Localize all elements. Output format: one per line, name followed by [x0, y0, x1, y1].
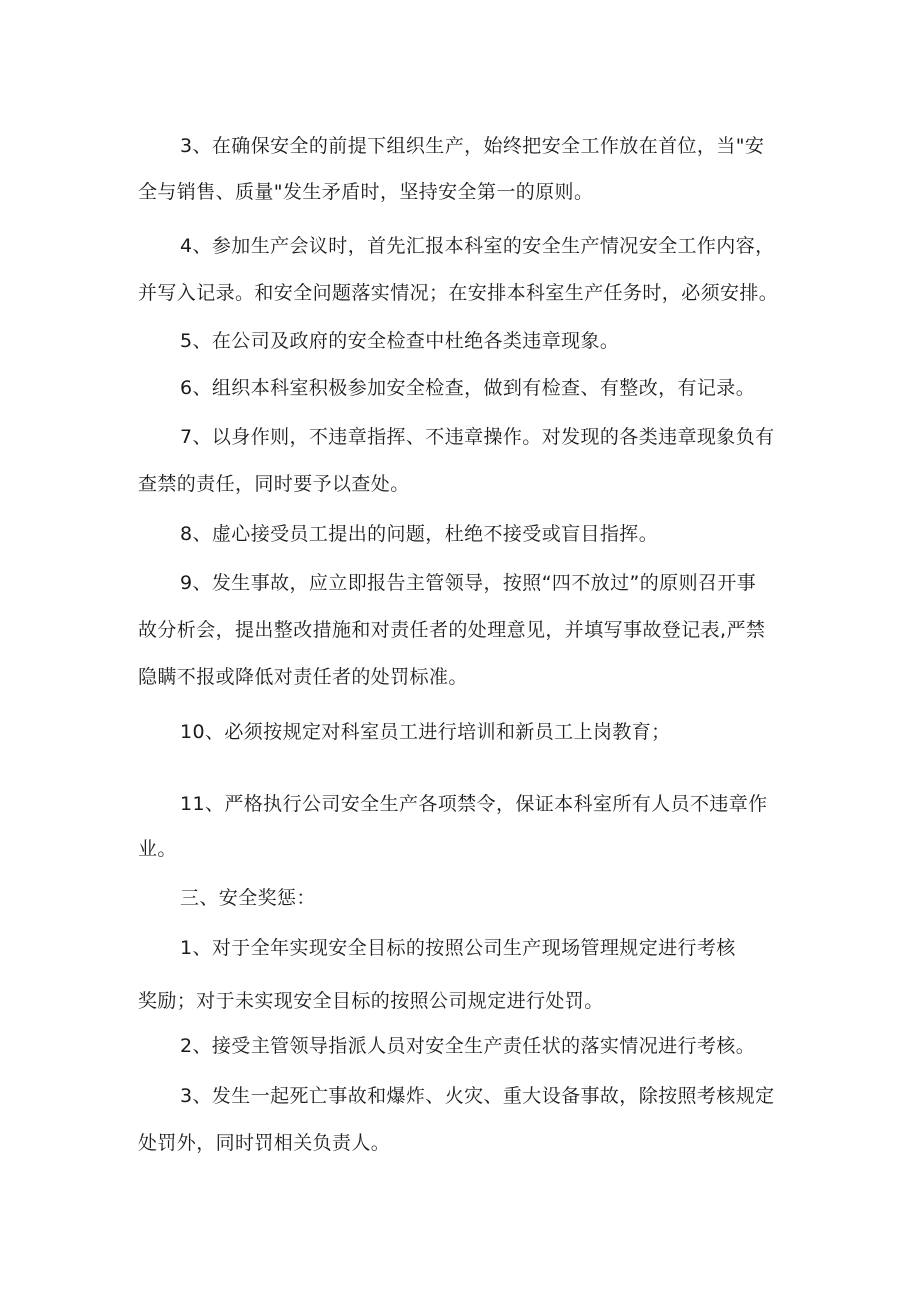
paragraph-line: 7、以身作则，不违章指挥、不违章操作。对发现的各类违章现象负有 [180, 426, 775, 448]
paragraph-line: 处罚外，同时罚相关负责人。 [138, 1132, 391, 1154]
paragraph-line: 4、参加生产会议时，首先汇报本科室的安全生产情况安全工作内容， [180, 235, 775, 257]
section-heading: 三、安全奖惩： [180, 887, 316, 909]
paragraph-line: 9、发生事故，应立即报告主管领导，按照“四不放过”的原则召开事 [180, 572, 757, 594]
paragraph-line: 奖励；对于未实现安全目标的按照公司规定进行处罚。 [138, 990, 604, 1012]
paragraph-line: 3、发生一起死亡事故和爆炸、火灾、重大设备事故，除按照考核规定 [180, 1085, 775, 1107]
paragraph-line: 全与销售、质量"发生矛盾时，坚持安全第一的原则。 [138, 181, 594, 203]
paragraph-line: 查禁的责任，同时要予以查处。 [138, 473, 410, 495]
paragraph-line: 5、在公司及政府的安全检查中杜绝各类违章现象。 [180, 330, 620, 352]
paragraph-line: 3、在确保安全的前提下组织生产，始终把安全工作放在首位，当"安 [180, 135, 765, 157]
paragraph-line: 8、虚心接受员工提出的问题，杜绝不接受或盲目指挥。 [180, 523, 659, 545]
paragraph-line: 10、必须按规定对科室员工进行培训和新员工上岗教育； [180, 721, 671, 743]
paragraph-line: 业。 [138, 838, 177, 860]
paragraph-line: 2、接受主管领导指派人员对安全生产责任状的落实情况进行考核。 [180, 1035, 756, 1057]
paragraph-line: 11、严格执行公司安全生产各项禁令，保证本科室所有人员不违章作 [180, 793, 768, 815]
paragraph-line: 1、对于全年实现安全目标的按照公司生产现场管理规定进行考核 [180, 937, 736, 959]
paragraph-line: 隐瞒不报或降低对责任者的处罚标准。 [138, 666, 468, 688]
paragraph-line: 故分析会，提出整改措施和对责任者的处理意见，并填写事故登记表,严禁 [138, 619, 766, 641]
paragraph-line: 6、组织本科室积极参加安全检查，做到有检查、有整改，有记录。 [180, 377, 756, 399]
paragraph-line: 并写入记录。和安全问题落实情况；在安排本科室生产任务时，必须安排。 [138, 282, 779, 304]
